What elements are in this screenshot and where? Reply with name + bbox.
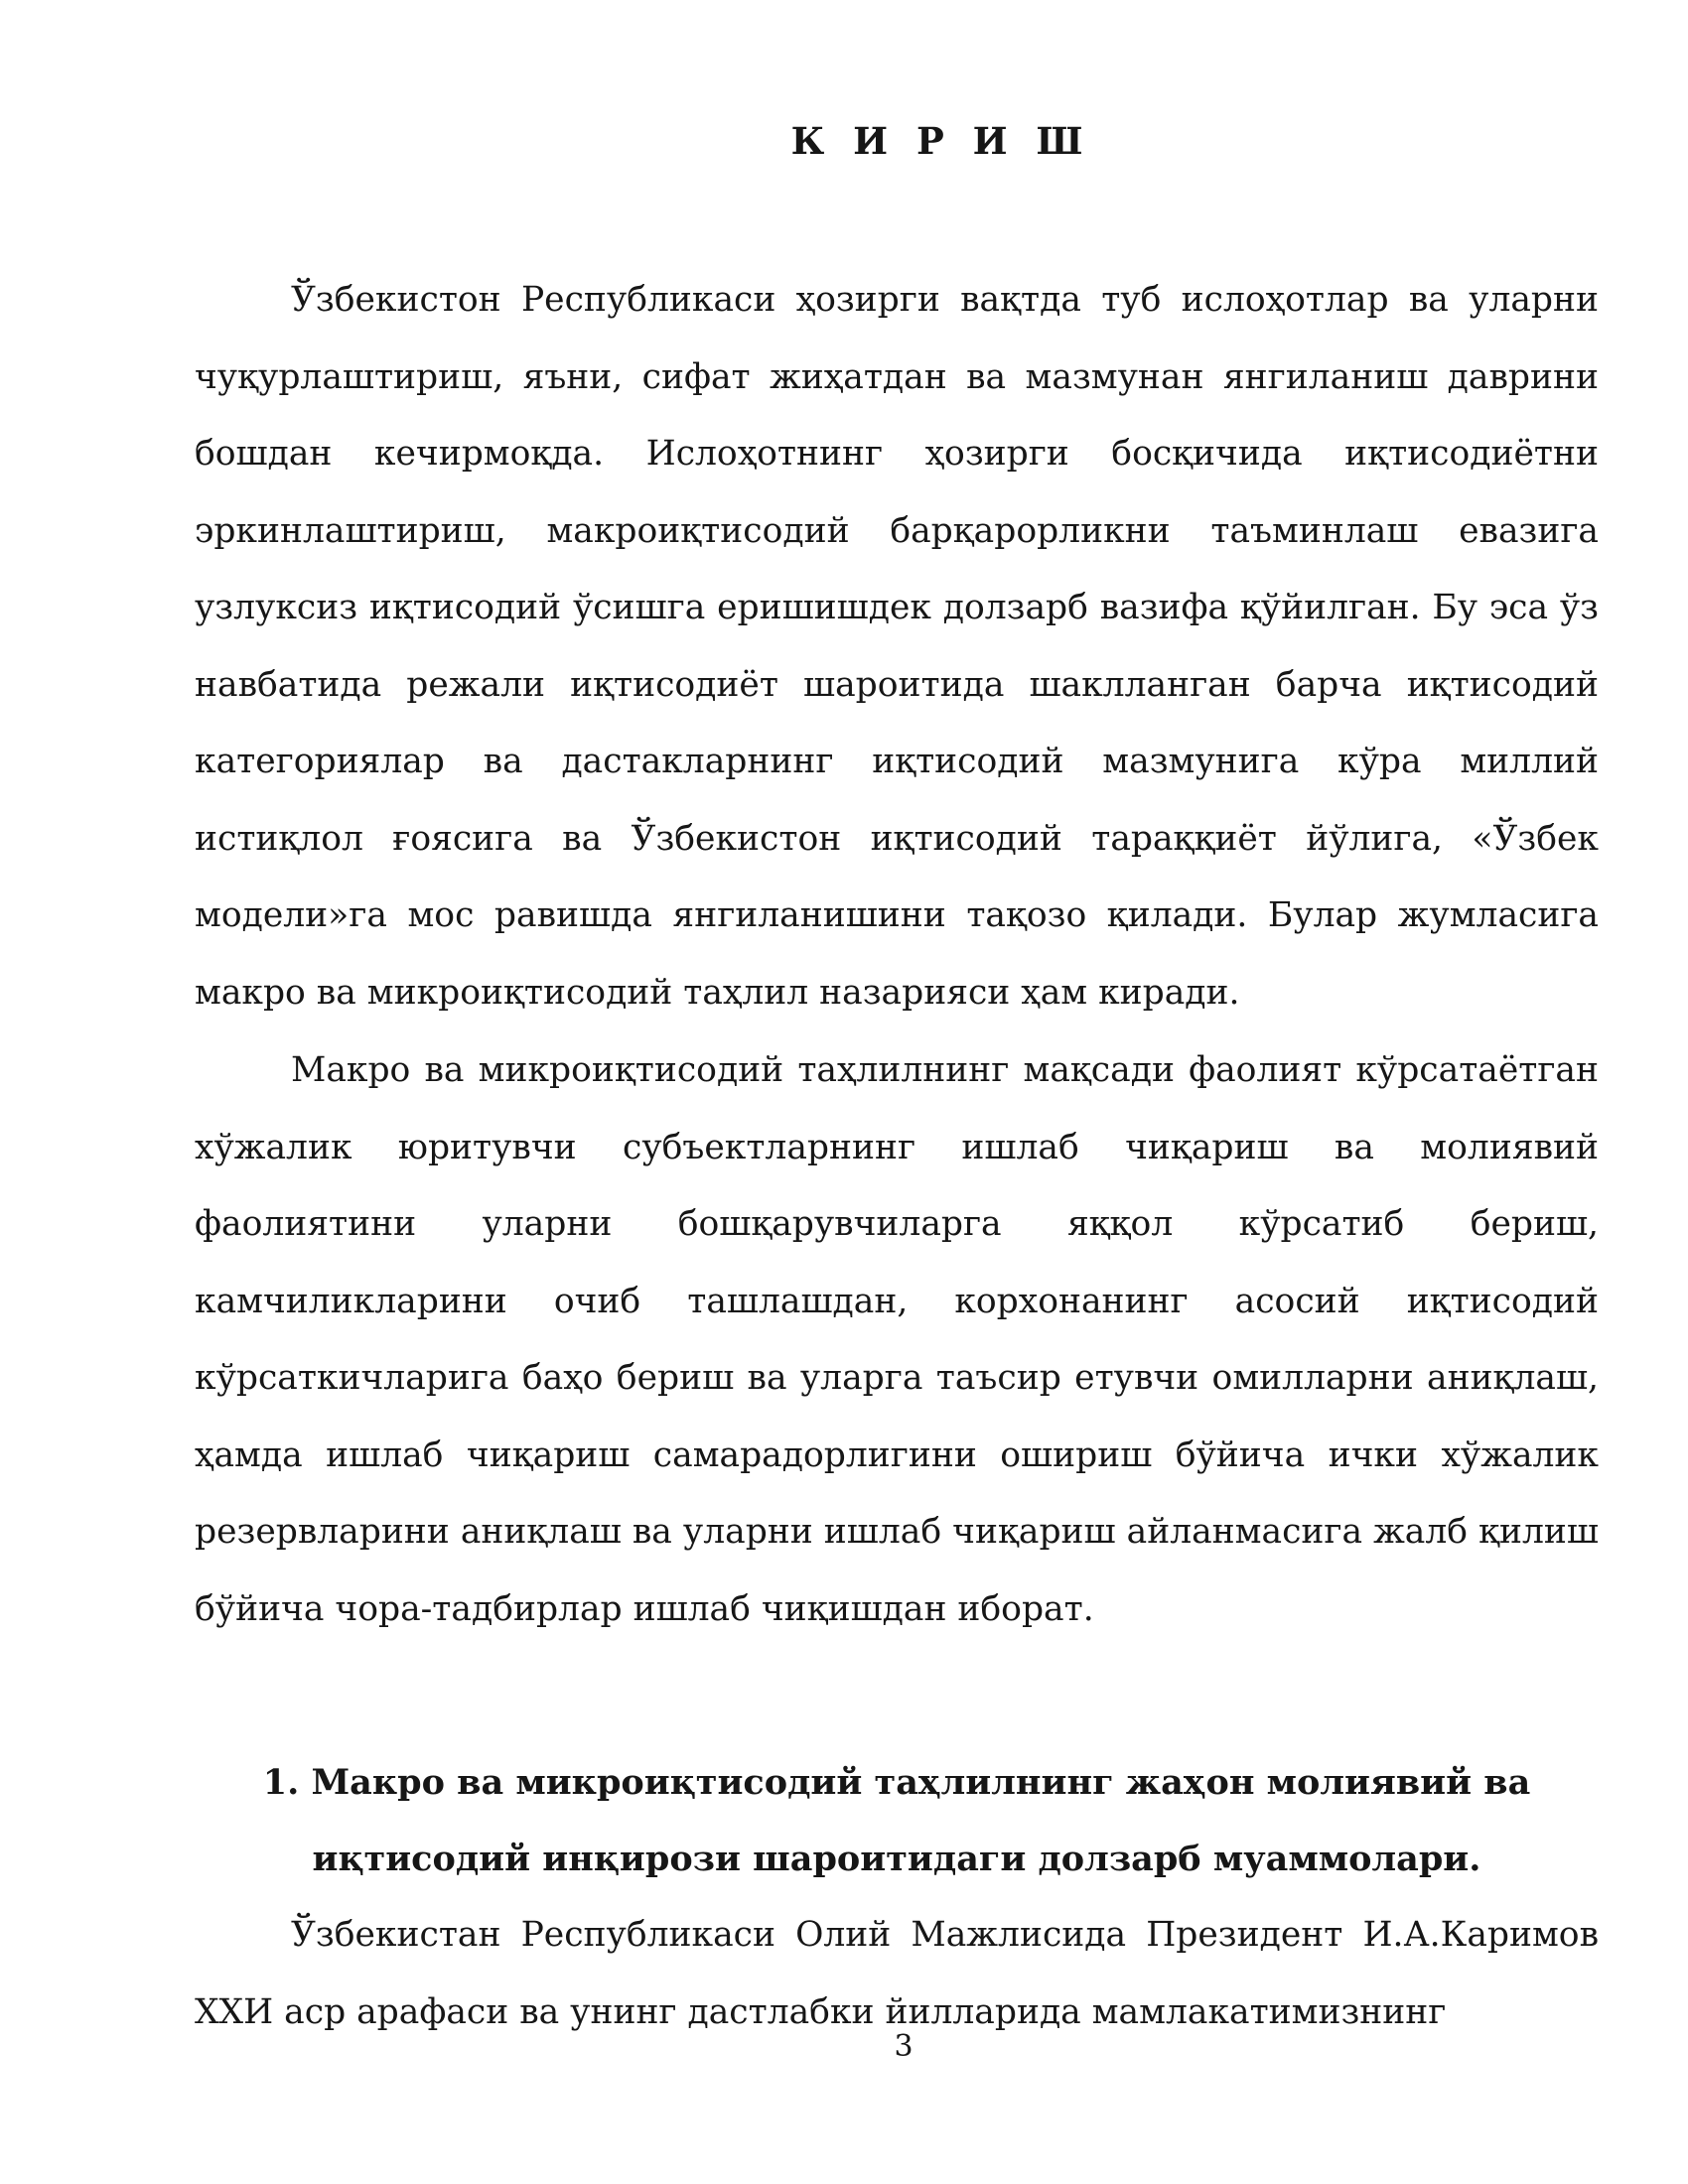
section-body [195, 1897, 1599, 2051]
section-title-line-2: иқтисодий инқирози шароитидаги долзарб муаммолари. [312, 1839, 1481, 1879]
section-title [195, 1744, 1599, 1897]
page-heading: К И Р И Ш [790, 119, 1091, 163]
intro-paragraph-1: Ўзбекистон Республикаси ҳозирги вақтда туб ислоҳотлар ва уларни чуқурлаштириш, яъни, сифат жиҳатдан ва мазмунан янгиланиш даврини бошдан кечирмоқда. Ислоҳотнинг ҳозирги босқичида иқтисодиётни эркинлаштириш, макроиқтисодий барқарорликни таъминлаш евазига узлуксиз иқтисодий ўсишга еришишдек долзарб вазифа қўйилган. Бу эса ўз навбатида режали иқтисодиёт шароитида шаклланган барча иқтисодий категориялар ва дастакларнинг иқтисодий мазмунига кўра миллий истиқлол ғоясига ва Ўзбекистон иқтисодий тараққиёт йўлига, «Ўзбек модели»га мос равишда янгиланишини тақозо қилади. Булар жумласига макро ва микроиқтисодий таҳлил назарияси ҳам киради. [195, 280, 1599, 1013]
intro-paragraph-2: Макро ва микроиқтисодий таҳлилнинг мақсади фаолият кўрсатаётган хўжалик юритувчи субъектларнинг ишлаб чиқариш ва молиявий фаолиятини уларни бошқарувчиларга яққол кўрсатиб бериш, камчиликларини очиб ташлашдан, корхонанинг асосий иқтисодий кўрсаткичларига баҳо бериш ва уларга таъсир етувчи омилларни аниқлаш, ҳамда ишлаб чиқариш самарадорлигини ошириш бўйича ички хўжалик резервларини аниқлаш ва уларни ишлаб чиқариш айланмасига жалб қилиш бўйича чора-тадбирлар ишлаб чиқишдан иборат. [195, 1050, 1599, 1629]
page-number: 3 [894, 2029, 914, 2064]
intro-section [195, 262, 1599, 1648]
section-paragraph: Ўзбекистан Республикаси Олий Мажлисида Президент И.А.Каримов ХХИ аср арафаси ва унинг дастлабки йилларида мамлакатимизнинг [195, 1915, 1599, 2032]
section-title-line-1: 1. Макро ва микроиқтисодий таҳлилнинг жаҳон молиявий ва [262, 1762, 1531, 1803]
